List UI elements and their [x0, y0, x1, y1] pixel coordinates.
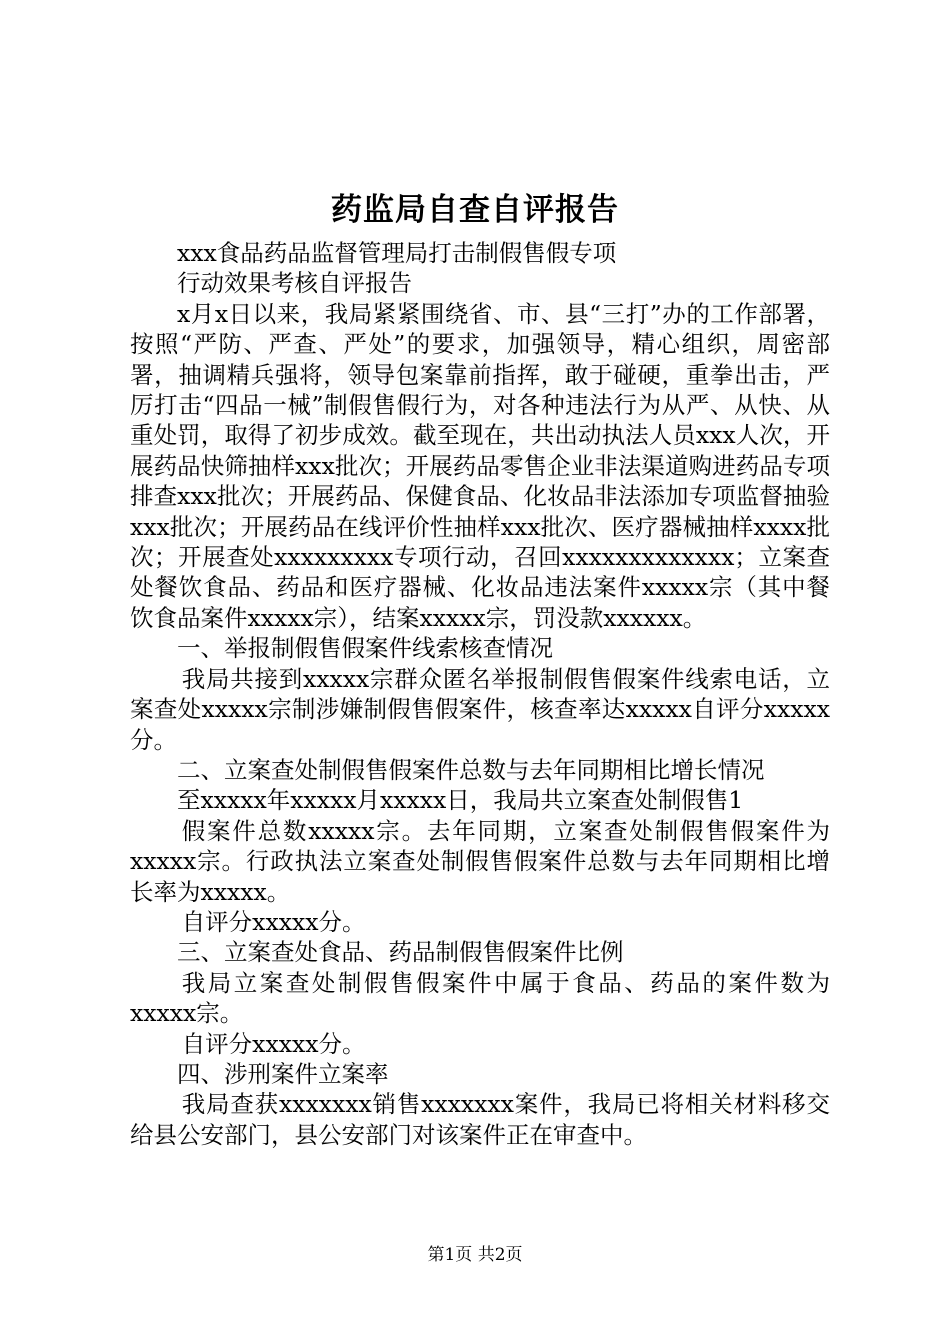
section-heading-1: 一、举报制假售假案件线索核查情况	[177, 634, 553, 663]
section-heading-4: 四、涉刑案件立案率	[177, 1059, 389, 1088]
document-body	[130, 238, 830, 1150]
paragraph-score-3: 自评分xxxxx分。	[181, 1029, 366, 1058]
paragraph-subtitle-line-2: 行动效果考核自评报告	[177, 269, 412, 298]
paragraph-section-3: 我局立案查处制假售假案件中属于食品、药品的案件数为xxxxx宗。	[130, 968, 830, 1028]
paragraph-subtitle-line-1: xxx食品药品监督管理局打击制假售假专项	[177, 239, 617, 267]
page-number-footer: 第1页 共2页	[427, 1245, 523, 1265]
document-title: 药监局自查自评报告	[331, 192, 619, 228]
paragraph-section-1: 我局共接到xxxxx宗群众匿名举报制假售假案件线索电话，立案查处xxxxx宗制涉嫌制假售假案件，核查率达xxxxx自评分xxxxx分。	[130, 664, 830, 754]
paragraph-section-2a: 至xxxxx年xxxxx月xxxxx日，我局共立案查处制假售1	[177, 786, 744, 815]
section-heading-2: 二、立案查处制假售假案件总数与去年同期相比增长情况	[177, 755, 765, 784]
section-heading-3: 三、立案查处食品、药品制假售假案件比例	[177, 938, 624, 967]
paragraph-section-2b: 假案件总数xxxxx宗。去年同期，立案查处制假售假案件为xxxxx宗。行政执法立案查处制假售假案件总数与去年同期相比增长率为xxxxx。	[130, 816, 830, 906]
paragraph-section-4: 我局查获xxxxxxx销售xxxxxxx案件，我局已将相关材料移交给县公安部门，县公安部门对该案件正在审查中。	[130, 1090, 830, 1149]
paragraph-score-2: 自评分xxxxx分。	[181, 907, 366, 936]
paragraph-intro: x月x日以来，我局紧紧围绕省、市、县“三打”办的工作部署，按照“严防、严查、严处”的要求，加强领导，精心组织，周密部署，抽调精兵强将，领导包案靠前指挥，敢于碰硬，重拳出击，严厉打击“四品一械”制假售假行为，对各种违法行为从严、从快、从重处罚，取得了初步成效。截至现在，共出动执法人员xxx人次，开展药品快筛抽样xxx批次；开展药品零售企业非法渠道购进药品专项排查xxx批次；开展药品、保健食品、化妆品非法添加专项监督抽验xxx批次；开展药品在线评价性抽样xxx批次、医疗器械抽样xxxx批次；开展查处xxxxxxxxx专项行动，召回xxxxxxxxxxxxx；立案查处餐饮食品、药品和医疗器械、化妆品违法案件xxxxx宗（其中餐饮食品案件xxxxx宗），结案xxxxx宗，罚没款xxxxxx。	[130, 299, 830, 632]
